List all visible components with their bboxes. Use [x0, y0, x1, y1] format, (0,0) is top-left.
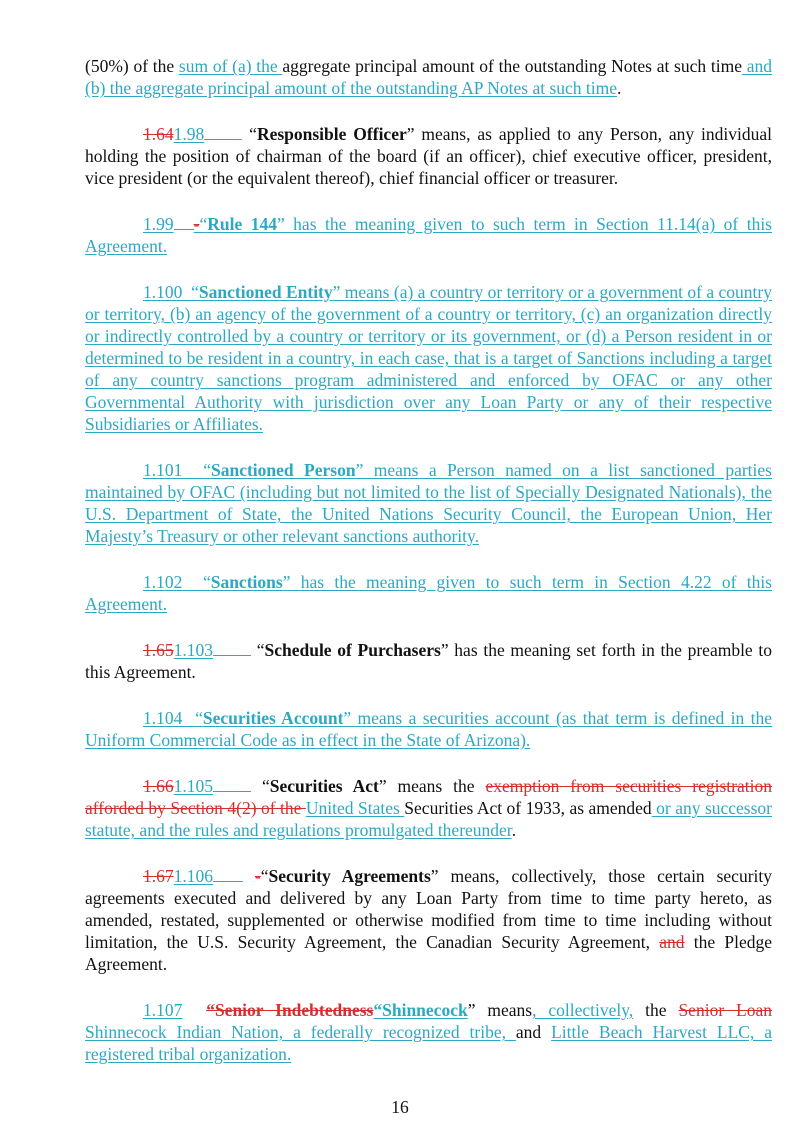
defined-term: Rule 144	[207, 214, 277, 234]
deleted-section-number: 1.66	[143, 776, 174, 796]
defined-term: Schedule of Purchasers	[264, 640, 441, 660]
section-number: 1.105	[173, 776, 213, 796]
inserted-text: Little Beach Harvest LLC, a registered tribal organization.	[85, 1022, 772, 1064]
inserted-text: , collectively,	[532, 1000, 634, 1020]
deleted-section-number: 1.64	[143, 124, 174, 144]
deleted-term: “Senior Indebtedness	[206, 1000, 374, 1020]
document-page	[85, 55, 772, 1089]
definition-sanctioned-person: 1.101 “Sanctioned Person” means a Person named on a list sanctioned parties maintained by OFAC (including but not limited to the list of Specially Designated Nationals), the U.S. Department of State, the United Nations Security Council, the European Union, Her Majesty’s Treasury or other relevant sanctions authority.	[85, 460, 772, 546]
inserted-text: or any successor statute, and the rules and regulations promulgated thereunder	[85, 798, 772, 840]
definition-securities-act: 1.661.105 “Securities Act” means the exemption from securities registration afforded by Section 4(2) of the United States Securities Act of 1933, as amended or any successor statute, and the rules and regulations promulgated thereunder.	[85, 776, 772, 840]
defined-term: Securities Act	[269, 776, 379, 796]
definition-rule-144: 1.99 -“Rule 144” has the meaning given to such term in Section 11.14(a) of this Agreement.	[85, 214, 772, 256]
inserted-text: sum of (a) the	[178, 56, 283, 76]
defined-term: Sanctioned Person	[210, 460, 356, 480]
definition-securities-account: 1.104 “Securities Account” means a securities account (as that term is defined in the Uniform Commercial Code as in effect in the State of Arizona).	[85, 708, 772, 750]
defined-term: “Shinnecock	[373, 1000, 468, 1020]
page-number: 16	[391, 1097, 409, 1117]
section-number: 1.100	[143, 282, 183, 302]
section-number: 1.103	[173, 640, 213, 660]
inserted-text: United States	[305, 798, 405, 818]
section-number: 1.106	[173, 866, 213, 886]
deleted-section-number: 1.67	[143, 866, 174, 886]
deleted-text: exemption from securities registration afforded by Section 4(2) of the	[85, 776, 772, 818]
inserted-text: and (b) the aggregate principal amount of the outstanding AP Notes at such time	[85, 56, 772, 98]
defined-term: Sanctions	[210, 572, 283, 592]
inserted-text: Shinnecock Indian Nation, a federally recognized tribe,	[85, 1022, 516, 1042]
definition-schedule-of-purchasers: 1.651.103 “Schedule of Purchasers” has the meaning set forth in the preamble to this Agreement.	[85, 640, 773, 682]
section-number: 1.104	[143, 708, 183, 728]
defined-term: Responsible Officer	[256, 124, 407, 144]
section-number: 1.101	[143, 460, 183, 480]
section-number: 1.99	[143, 214, 174, 234]
deleted-text: and	[659, 932, 685, 952]
defined-term: Securities Account	[202, 708, 344, 728]
paragraph-ap-notes-continuation: (50%) of the sum of (a) the aggregate principal amount of the outstanding Notes at such time and (b) the aggregate principal amount of the outstanding AP Notes at such time.	[85, 56, 772, 98]
definition-shinnecock: 1.107 “Senior Indebtedness“Shinnecock” means, collectively, the Senior Loan Shinnecock Indian Nation, a federally recognized tribe, and Little Beach Harvest LLC, a registered tribal organization.	[85, 1000, 773, 1064]
definition-responsible-officer: 1.641.98 “Responsible Officer” means, as applied to any Person, any individual holding the position of chairman of the board (if an officer), chief executive officer, president, vice president (or the equivalent thereof), chief financial officer or treasurer.	[85, 124, 772, 188]
deleted-text: Senior Loan	[678, 1000, 773, 1020]
definition-sanctions: 1.102 “Sanctions” has the meaning given to such term in Section 4.22 of this Agreement.	[85, 572, 772, 614]
defined-term: Security Agreements	[268, 866, 431, 886]
defined-term: Sanctioned Entity	[198, 282, 333, 302]
section-number: 1.107	[143, 1000, 183, 1020]
definition-sanctioned-entity: 1.100 “Sanctioned Entity” means (a) a country or territory or a government of a country or territory, (b) an agency of the government of a country or territory, (c) an organization directly or indirectly controlled by a country or territory or its government, or (d) a Person resident in or determined to be resident in a country, in each case, that is a target of Sanctions including a target of any country sanctions program administered and enforced by OFAC or any other Governmental Authority with jurisdiction over any Loan Party or any of their respective Subsidiaries or Affiliates.	[85, 282, 772, 434]
deleted-section-number: 1.65	[143, 640, 174, 660]
definition-security-agreements: 1.671.106 -“Security Agreements” means, collectively, those certain security agreements executed and delivered by any Loan Party from time to time party hereto, as amended, restated, supplemented or otherwise modified from time to time including without limitation, the U.S. Security Agreement, the Canadian Security Agreement, and the Pledge Agreement.	[85, 866, 772, 974]
section-number: 1.102	[143, 572, 183, 592]
section-number: 1.98	[173, 124, 205, 144]
